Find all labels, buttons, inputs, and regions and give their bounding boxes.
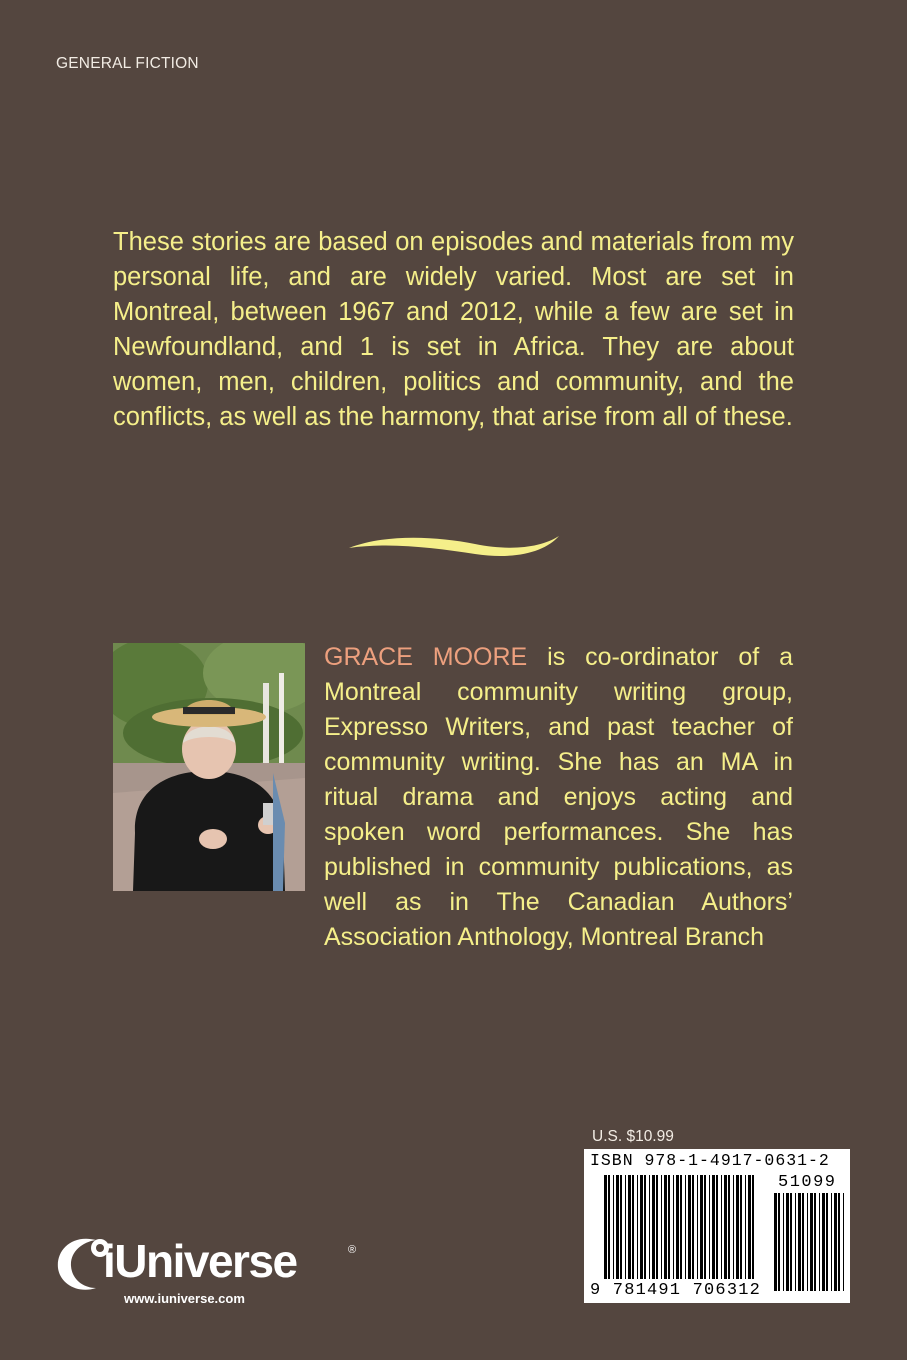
barcode-bar [664,1175,667,1279]
barcode-bar [632,1175,634,1279]
barcode-bar [644,1175,646,1279]
barcode-bar [649,1175,650,1279]
author-photo [113,643,305,891]
price-addon-code: 51099 [778,1173,837,1192]
barcode-bar [834,1193,837,1291]
author-name: GRACE MOORE [324,643,528,671]
publisher-name: iUniverse [103,1235,297,1287]
barcode-bar [637,1175,638,1279]
barcode-bar [616,1175,619,1279]
barcode-bar [822,1193,825,1291]
isbn-barcode [584,1149,850,1303]
author-bio [324,640,793,955]
barcode-bar [748,1175,751,1279]
barcode-bar [807,1193,808,1291]
barcode-bar [843,1193,844,1291]
barcode-bar [668,1175,670,1279]
barcode-bar [733,1175,734,1279]
barcode-bar [625,1175,626,1279]
barcode-bar [661,1175,662,1279]
barcode-bar [656,1175,658,1279]
book-blurb: These stories are based on episodes and materials from my personal life, and are widely varied. Most are set in Montreal, between 1967 and 2012, while a few are set in Newfoundland, and 1 is set in Africa. They are about women, men, children, politics and community, and the conflicts, as well as the harmony, that arise from all of these. [113,228,794,431]
barcode-bar [819,1193,820,1291]
publisher-url: www.iuniverse.com [124,1291,245,1306]
barcode-bar [774,1193,777,1291]
barcode-bar [613,1175,614,1279]
barcode-bar [783,1193,784,1291]
barcode-bar [712,1175,715,1279]
decorative-swoosh [345,530,565,564]
barcode-bar [790,1193,792,1291]
author-bio-text: is co-ordinator of a Montreal community writing group, Expresso Writers, and past teacher of community writing. She has an MA in ritual drama and enjoys acting and spoken word performances. She has published in community publications, as well as in The Canadian Authors’ Association Anthology, Montreal Branch [324,643,794,951]
barcode-bar [831,1193,832,1291]
barcode-bar [700,1175,703,1279]
barcode-bar [721,1175,722,1279]
barcode-bar [740,1175,742,1279]
barcode-bar [628,1175,631,1279]
registered-mark: ® [348,1244,357,1256]
barcode-bar [745,1175,746,1279]
price-label: U.S. $10.99 [592,1128,674,1145]
barcode-bar [724,1175,727,1279]
barcode-bar [814,1193,816,1291]
barcode-bar [728,1175,730,1279]
barcode-bar [652,1175,655,1279]
barcode-bar [704,1175,706,1279]
barcode-bar [640,1175,643,1279]
barcode-bar [795,1193,796,1291]
barcode-bar [802,1193,804,1291]
isbn-number: ISBN 978-1-4917-0631-2 [590,1151,830,1170]
barcode-bar [676,1175,679,1279]
barcode-bar [709,1175,710,1279]
barcode-bar [673,1175,674,1279]
barcode-bar [680,1175,682,1279]
barcode-bar [692,1175,694,1279]
barcode-bar [838,1193,840,1291]
barcode-bar [697,1175,698,1279]
barcode-bar [608,1175,610,1279]
barcode-bar [752,1175,754,1279]
barcode-bar [786,1193,789,1291]
ean-number: 9 781491 706312 [590,1281,762,1300]
barcode-bar [778,1193,780,1291]
barcode-bar [798,1193,801,1291]
barcode-bar [826,1193,828,1291]
barcode-bar [604,1175,607,1279]
barcode-bar [620,1175,622,1279]
barcode-bar [736,1175,739,1279]
barcode-bar [688,1175,691,1279]
barcode-bar [810,1193,813,1291]
genre-label: GENERAL FICTION [56,55,199,72]
barcode-bar [685,1175,686,1279]
barcode-bar [716,1175,718,1279]
